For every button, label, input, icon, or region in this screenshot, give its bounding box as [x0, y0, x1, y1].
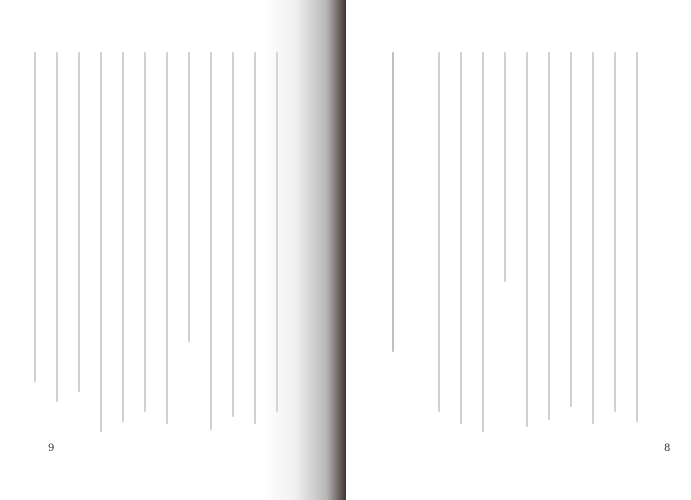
text-line [570, 52, 572, 407]
text-line [232, 52, 234, 417]
text-line [482, 52, 484, 432]
text-line [636, 52, 638, 422]
text-line [34, 52, 36, 382]
text-line [504, 52, 506, 282]
text-line [460, 52, 462, 424]
text-line [144, 52, 146, 412]
text-line [78, 52, 80, 392]
text-line [438, 52, 440, 412]
left-page-number: 9 [48, 443, 55, 454]
text-line [166, 52, 168, 424]
text-line [548, 52, 550, 420]
text-line [592, 52, 594, 424]
text-line [614, 52, 616, 412]
text-line [210, 52, 212, 430]
text-line [56, 52, 58, 402]
text-line [188, 52, 190, 342]
right-page [346, 0, 691, 500]
text-line [100, 52, 102, 432]
right-page-body [386, 52, 646, 432]
left-page-body [30, 52, 292, 432]
text-line [122, 52, 124, 422]
text-line [254, 52, 256, 424]
right-page-number: 8 [664, 443, 671, 454]
text-line [526, 52, 528, 427]
quote-line [392, 52, 394, 352]
